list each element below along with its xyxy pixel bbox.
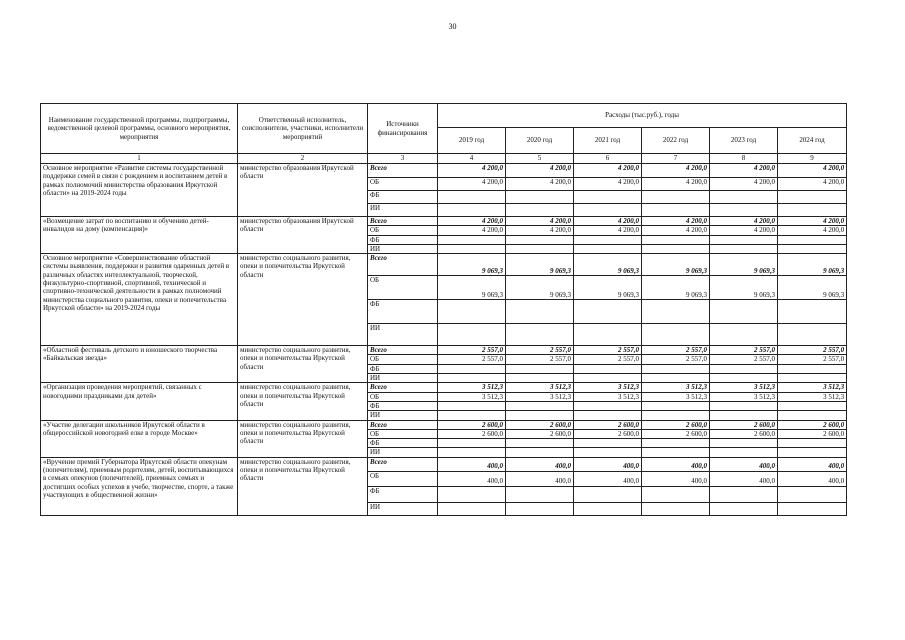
value-empty [438, 448, 506, 457]
value-empty [642, 401, 710, 410]
value-empty [710, 324, 778, 346]
value-ob: 9 069,3 [642, 276, 710, 300]
value-empty [642, 324, 710, 346]
value-ob: 9 069,3 [710, 276, 778, 300]
value-total: 9 069,3 [642, 254, 710, 276]
value-empty [574, 486, 642, 502]
value-empty [574, 324, 642, 346]
value-total: 4 200,0 [778, 164, 847, 178]
value-ob: 3 512,3 [574, 392, 642, 401]
value-total: 400,0 [506, 457, 574, 471]
executor: министерство социального развития, опеки и попечительства Иркутской области [238, 254, 368, 346]
value-ob: 4 200,0 [506, 178, 574, 191]
funding-source: Всего [368, 254, 438, 276]
value-empty [438, 374, 506, 383]
value-ob: 2 600,0 [438, 429, 506, 438]
value-empty [574, 374, 642, 383]
value-empty [438, 244, 506, 253]
measure-name: «Возмещение затрат по воспитанию и обучению детей-инвалидов на дому (компенсация)» [41, 217, 238, 254]
value-total: 3 512,3 [642, 383, 710, 392]
value-total: 3 512,3 [506, 383, 574, 392]
value-total: 9 069,3 [438, 254, 506, 276]
executor: министерство социального развития, опеки и попечительства Иркутской области [238, 420, 368, 457]
value-total: 2 557,0 [574, 346, 642, 355]
value-total: 4 200,0 [438, 217, 506, 226]
value-empty [438, 486, 506, 502]
value-ob: 2 557,0 [506, 355, 574, 364]
value-ob: 2 557,0 [438, 355, 506, 364]
funding-source: ИИ [368, 502, 438, 515]
value-total: 2 557,0 [710, 346, 778, 355]
column-number: 1 [41, 154, 238, 164]
value-empty [438, 191, 506, 204]
value-empty [642, 374, 710, 383]
value-ob: 2 600,0 [642, 429, 710, 438]
value-empty [506, 364, 574, 373]
value-empty [506, 401, 574, 410]
value-empty [438, 324, 506, 346]
value-ob: 9 069,3 [438, 276, 506, 300]
executor: министерство образования Иркутской области [238, 164, 368, 217]
value-empty [778, 204, 847, 217]
value-total: 2 557,0 [642, 346, 710, 355]
value-empty [778, 401, 847, 410]
value-empty [642, 486, 710, 502]
value-empty [506, 244, 574, 253]
value-total: 4 200,0 [506, 164, 574, 178]
value-ob: 3 512,3 [642, 392, 710, 401]
value-empty [642, 448, 710, 457]
value-empty [438, 235, 506, 244]
value-total: 2 557,0 [778, 346, 847, 355]
value-ob: 4 200,0 [778, 178, 847, 191]
budget-table [40, 103, 847, 516]
value-empty [710, 502, 778, 515]
value-empty [778, 300, 847, 324]
value-empty [778, 448, 847, 457]
value-total: 9 069,3 [710, 254, 778, 276]
funding-source: Всего [368, 383, 438, 392]
value-total: 3 512,3 [574, 383, 642, 392]
funding-source: ИИ [368, 411, 438, 420]
value-ob: 400,0 [642, 471, 710, 486]
value-empty [506, 502, 574, 515]
table-row [41, 420, 847, 429]
column-number: 2 [238, 154, 368, 164]
value-total: 2 600,0 [710, 420, 778, 429]
value-total: 2 600,0 [506, 420, 574, 429]
value-empty [778, 374, 847, 383]
funding-source: Всего [368, 346, 438, 355]
value-total: 2 600,0 [642, 420, 710, 429]
value-empty [506, 324, 574, 346]
value-empty [710, 364, 778, 373]
column-number: 3 [368, 154, 438, 164]
value-ob: 9 069,3 [778, 276, 847, 300]
value-total: 400,0 [778, 457, 847, 471]
value-total: 2 600,0 [438, 420, 506, 429]
value-empty [642, 191, 710, 204]
funding-source: ИИ [368, 448, 438, 457]
value-empty [710, 448, 778, 457]
value-empty [438, 401, 506, 410]
header-year: 2024 год [778, 128, 847, 154]
value-ob: 3 512,3 [778, 392, 847, 401]
value-ob: 2 600,0 [710, 429, 778, 438]
value-total: 4 200,0 [574, 164, 642, 178]
column-number: 7 [642, 154, 710, 164]
value-total: 400,0 [574, 457, 642, 471]
value-ob: 3 512,3 [438, 392, 506, 401]
value-empty [778, 486, 847, 502]
value-empty [710, 486, 778, 502]
header-year: 2022 год [642, 128, 710, 154]
value-ob: 2 600,0 [506, 429, 574, 438]
value-total: 400,0 [642, 457, 710, 471]
funding-source: ФБ [368, 235, 438, 244]
funding-source: Всего [368, 420, 438, 429]
value-total: 2 557,0 [438, 346, 506, 355]
value-empty [710, 235, 778, 244]
value-empty [710, 439, 778, 448]
value-ob: 2 557,0 [778, 355, 847, 364]
value-total: 9 069,3 [506, 254, 574, 276]
value-empty [642, 244, 710, 253]
value-empty [710, 401, 778, 410]
value-empty [642, 502, 710, 515]
value-ob: 4 200,0 [506, 226, 574, 235]
header-year: 2020 год [506, 128, 574, 154]
value-empty [438, 364, 506, 373]
funding-source: Всего [368, 457, 438, 471]
funding-source: ОБ [368, 355, 438, 364]
header-source: Источники финансирования [368, 104, 438, 154]
value-ob: 3 512,3 [710, 392, 778, 401]
value-total: 3 512,3 [778, 383, 847, 392]
value-empty [642, 439, 710, 448]
funding-source: ИИ [368, 374, 438, 383]
value-empty [574, 244, 642, 253]
value-empty [574, 204, 642, 217]
header-year: 2019 год [438, 128, 506, 154]
value-ob: 2 557,0 [642, 355, 710, 364]
value-empty [506, 191, 574, 204]
value-empty [710, 300, 778, 324]
value-ob: 4 200,0 [438, 226, 506, 235]
funding-source: ФБ [368, 191, 438, 204]
value-empty [506, 448, 574, 457]
value-empty [778, 439, 847, 448]
value-empty [506, 204, 574, 217]
value-total: 3 512,3 [710, 383, 778, 392]
value-empty [506, 439, 574, 448]
value-total: 3 512,3 [438, 383, 506, 392]
funding-source: ИИ [368, 324, 438, 346]
value-total: 400,0 [438, 457, 506, 471]
value-empty [710, 191, 778, 204]
value-empty [438, 439, 506, 448]
value-empty [574, 300, 642, 324]
value-empty [642, 411, 710, 420]
value-total: 400,0 [710, 457, 778, 471]
value-ob: 9 069,3 [506, 276, 574, 300]
executor: министерство образования Иркутской области [238, 217, 368, 254]
value-empty [710, 244, 778, 253]
funding-source: ОБ [368, 429, 438, 438]
table-row [41, 164, 847, 178]
funding-source: ФБ [368, 300, 438, 324]
value-empty [438, 411, 506, 420]
header-expenses: Расходы (тыс.руб.), годы [438, 104, 847, 128]
value-ob: 2 600,0 [778, 429, 847, 438]
value-ob: 4 200,0 [438, 178, 506, 191]
value-ob: 4 200,0 [710, 226, 778, 235]
value-total: 4 200,0 [506, 217, 574, 226]
value-ob: 4 200,0 [710, 178, 778, 191]
value-ob: 4 200,0 [642, 226, 710, 235]
table-row [41, 457, 847, 471]
column-number: 8 [710, 154, 778, 164]
value-empty [710, 411, 778, 420]
value-ob: 4 200,0 [574, 226, 642, 235]
value-total: 4 200,0 [438, 164, 506, 178]
value-ob: 2 600,0 [574, 429, 642, 438]
value-empty [506, 235, 574, 244]
column-number: 6 [574, 154, 642, 164]
value-empty [506, 374, 574, 383]
funding-source: ИИ [368, 244, 438, 253]
value-ob: 400,0 [574, 471, 642, 486]
value-empty [710, 204, 778, 217]
value-total: 9 069,3 [778, 254, 847, 276]
value-total: 4 200,0 [642, 217, 710, 226]
funding-source: ОБ [368, 392, 438, 401]
funding-source: ФБ [368, 439, 438, 448]
executor: министерство социального развития, опеки и попечительства Иркутской области [238, 346, 368, 383]
funding-source: ОБ [368, 276, 438, 300]
header-year: 2023 год [710, 128, 778, 154]
value-ob: 4 200,0 [642, 178, 710, 191]
table-row [41, 217, 847, 226]
measure-name: «Организация проведения мероприятий, связанных с новогодними праздниками для детей» [41, 383, 238, 420]
value-total: 4 200,0 [710, 164, 778, 178]
table-row [41, 383, 847, 392]
value-empty [438, 502, 506, 515]
measure-name: «Областной фестиваль детского и юношеского творчества «Байкальская звезда» [41, 346, 238, 383]
value-empty [710, 374, 778, 383]
value-empty [778, 411, 847, 420]
value-empty [574, 364, 642, 373]
value-ob: 3 512,3 [506, 392, 574, 401]
value-empty [642, 204, 710, 217]
funding-source: Всего [368, 217, 438, 226]
funding-source: ОБ [368, 471, 438, 486]
executor: министерство социального развития, опеки и попечительства Иркутской области [238, 383, 368, 420]
header-executor: Ответственный исполнитель, соисполнители, участники, исполнители мероприятий [238, 104, 368, 154]
value-total: 4 200,0 [642, 164, 710, 178]
value-empty [438, 300, 506, 324]
measure-name: Основное мероприятие «Развитие системы государственной поддержки семей в связи с рождением и воспитанием детей в рамках полномочий министерства образования Иркутской области» на 2019-2024 годы [41, 164, 238, 217]
value-empty [506, 411, 574, 420]
value-ob: 400,0 [506, 471, 574, 486]
value-empty [778, 502, 847, 515]
value-total: 4 200,0 [710, 217, 778, 226]
value-total: 2 557,0 [506, 346, 574, 355]
value-empty [574, 235, 642, 244]
table-row [41, 254, 847, 276]
value-empty [574, 448, 642, 457]
executor: министерство социального развития, опеки и попечительства Иркутской области [238, 457, 368, 515]
value-total: 4 200,0 [778, 217, 847, 226]
header-year: 2021 год [574, 128, 642, 154]
funding-source: ИИ [368, 204, 438, 217]
funding-source: ФБ [368, 364, 438, 373]
table-row [41, 346, 847, 355]
funding-source: ОБ [368, 226, 438, 235]
value-empty [438, 204, 506, 217]
value-empty [574, 401, 642, 410]
value-empty [778, 191, 847, 204]
header-name: Наименование государственной программы, подпрограммы, ведомственной целевой программы, основного мероприятия, мероприятия [41, 104, 238, 154]
funding-source: Всего [368, 164, 438, 178]
value-empty [574, 191, 642, 204]
funding-source: ФБ [368, 401, 438, 410]
value-empty [778, 235, 847, 244]
value-total: 2 600,0 [778, 420, 847, 429]
value-ob: 9 069,3 [574, 276, 642, 300]
value-ob: 400,0 [438, 471, 506, 486]
column-number: 9 [778, 154, 847, 164]
measure-name: «Участие делегации школьников Иркутской области в общероссийской новогодней елке в городе Москве» [41, 420, 238, 457]
funding-source: ФБ [368, 486, 438, 502]
value-ob: 400,0 [710, 471, 778, 486]
column-number: 5 [506, 154, 574, 164]
value-empty [506, 486, 574, 502]
value-empty [574, 502, 642, 515]
value-empty [506, 300, 574, 324]
value-total: 4 200,0 [574, 217, 642, 226]
measure-name: Основное мероприятие «Совершенствование областной системы выявления, поддержки и развития одаренных детей в различных областях интеллектуальной, творческой, физкультурно-спортивной, спортивной, технической и спортивно-технической деятельности в рамках полномочий министерства социального развития, опеки и попечительства Иркутской области» на 2019-2024 годы [41, 254, 238, 346]
value-empty [778, 244, 847, 253]
value-total: 9 069,3 [574, 254, 642, 276]
value-ob: 2 557,0 [710, 355, 778, 364]
value-empty [642, 364, 710, 373]
value-ob: 2 557,0 [574, 355, 642, 364]
value-empty [778, 364, 847, 373]
measure-name: «Вручение премий Губернатора Иркутской области опекунам (попечителям), приемным родителям, детей, воспитывающихся в семьях опекунов (попечителей), приемных семьях и достигших особых успехов в учебе, творчестве, спорте, а также участвующих в общественной жизни» [41, 457, 238, 515]
page-number: 30 [448, 22, 457, 31]
value-ob: 4 200,0 [574, 178, 642, 191]
value-total: 2 600,0 [574, 420, 642, 429]
value-empty [574, 411, 642, 420]
funding-source: ОБ [368, 178, 438, 191]
value-empty [574, 439, 642, 448]
value-empty [642, 300, 710, 324]
value-empty [642, 235, 710, 244]
value-empty [778, 324, 847, 346]
value-ob: 4 200,0 [778, 226, 847, 235]
column-number: 4 [438, 154, 506, 164]
value-ob: 400,0 [778, 471, 847, 486]
